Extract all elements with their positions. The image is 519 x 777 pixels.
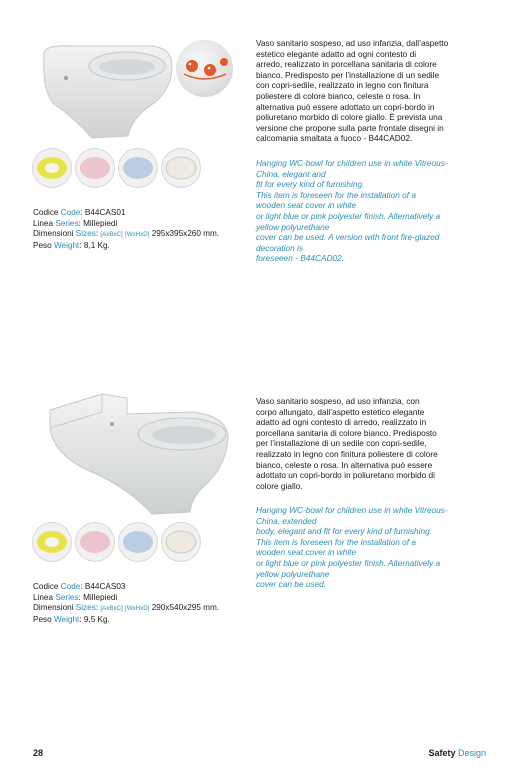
dimensions-axes-it: [AxBxC]: [100, 231, 123, 239]
spec-series-line: Linea Series: Millepiedi: [33, 592, 118, 602]
seat-pink-swatch: [75, 148, 115, 188]
code-label-en: Code: [60, 208, 81, 217]
spec-dimensions-line: Dimensioni Sizes: [AxBxC] [WxHxD] 295x395x260 mm.: [33, 229, 220, 239]
code-label-en: Code: [60, 582, 81, 591]
series-value: Millepiedi: [83, 592, 118, 602]
weight-label-en: Weight: [53, 240, 80, 250]
seat-pink-swatch: [75, 522, 115, 562]
series-label-en: Series: [55, 592, 79, 602]
spec-weight-line: Peso Weight: 9,5 Kg.: [33, 614, 110, 624]
dimensions-value: 290x540x295 mm.: [151, 603, 220, 613]
seat-yellow-swatch: [32, 522, 72, 562]
code-value: B44CAS03: [84, 582, 126, 591]
weight-label-it: Peso: [33, 240, 52, 250]
seat-yellow-swatch: [32, 148, 72, 188]
seat-lightblue-swatch: [118, 522, 158, 562]
weight-label-en: Weight: [53, 614, 80, 624]
decoration-detail-zoom: [176, 40, 233, 97]
product-spec-2: [33, 582, 253, 625]
code-label-it: Codice: [33, 208, 59, 217]
seat-color-options-1: [32, 148, 201, 188]
spec-series-line: Linea Series: Millepiedi: [33, 218, 118, 228]
series-label-it: Linea: [33, 592, 54, 602]
product-spec-1: [33, 208, 253, 251]
spec-weight-line: Peso Weight: 8,1 Kg.: [33, 240, 110, 250]
spec-dimensions-line: Dimensioni Sizes: [AxBxC] [WxHxD] 290x540x295 mm.: [33, 603, 220, 613]
seat-white-swatch: [161, 522, 201, 562]
brand-light: Design: [457, 748, 486, 758]
product-photo-wc-bowl-2: [32, 388, 232, 518]
dimensions-label-en: Sizes: [75, 603, 96, 613]
seat-lightblue-swatch: [118, 148, 158, 188]
page-number: 28: [33, 748, 44, 758]
description-italian-2: Vaso sanitario sospeso, ad uso infanzia, con corpo allungato, dall’aspetto estetico elegante adatto ad ogni contesto di arredo, realizzato in porcellana sanitaria di colore bianco. Predisposto per l’installazione di un sedile con copri-sedile, realizzato in legno con finitura poliestere di colore bianco, celeste o rosa. In alternativa può essere adottato un copri-bordo in poliuretano morbido di colore giallo.: [256, 396, 438, 491]
dimensions-axes-en: [WxHxD]: [125, 231, 150, 239]
dimensions-label-it: Dimensioni: [33, 229, 74, 239]
code-label-it: Codice: [33, 582, 59, 591]
seat-color-options-2: [32, 522, 201, 562]
dimensions-label-it: Dimensioni: [33, 603, 74, 613]
spec-code-line: Codice Code: B44CAS03: [33, 582, 126, 591]
spec-code-line: Codice Code: B44CAS01: [33, 208, 126, 217]
weight-label-it: Peso: [33, 614, 52, 624]
code-value: B44CAS01: [84, 208, 126, 217]
weight-value: 9,5 Kg.: [83, 614, 110, 624]
series-label-it: Linea: [33, 218, 54, 228]
dimensions-axes-it: [AxBxC]: [100, 605, 123, 613]
description-english-1: Hanging WC-bowl for children use in white Vitreous- China, elegant and fit for every kind of furnishing. This item is foreseen for the installation of a wooden seat cover in white or light blue or pink polyester finish. Alternatively a yellow polyurethane cover can be used. A version with front fire-glazed decoration is foreseeen - B44CAD02.: [256, 158, 448, 264]
dimensions-value: 295x395x260 mm.: [151, 229, 220, 239]
brand-bold: Safety: [428, 748, 456, 758]
product-photo-wc-bowl-1: [32, 36, 177, 146]
dimensions-label-en: Sizes: [75, 229, 96, 239]
seat-white-swatch: [161, 148, 201, 188]
series-label-en: Series: [55, 218, 79, 228]
weight-value: 8,1 Kg.: [83, 240, 110, 250]
footer-brand: [428, 748, 486, 758]
series-value: Millepiedi: [83, 218, 118, 228]
description-english-2: Hanging WC-bowl for children use in white Vitreous- China, extended body, elegant and fit for every kind of furnishing. This item is foreseen for the installation of a wooden seat cover in white or light blue or pink polyester finish. Alternatively a yellow polyurethane cover can be used.: [256, 505, 448, 590]
dimensions-axes-en: [WxHxD]: [125, 605, 150, 613]
description-italian-1: Vaso sanitario sospeso, ad uso infanzia, dall’aspetto estetico elegante adatto ad ogni contesto di arredo, realizzato in porcellana sanitaria di colore bianco. Predisposto per l’installazione di un sedile con copri-sedile, realizzato in legno con finitura poliestere di colore bianco, celeste o rosa. In alternativa può essere adottato un copri-bordo in poliuretano morbido di colore giallo. È prevista una versione che propone sulla parte frontale disegni in calcomania smaltata a fuoco - B44CAD02.: [256, 38, 449, 144]
